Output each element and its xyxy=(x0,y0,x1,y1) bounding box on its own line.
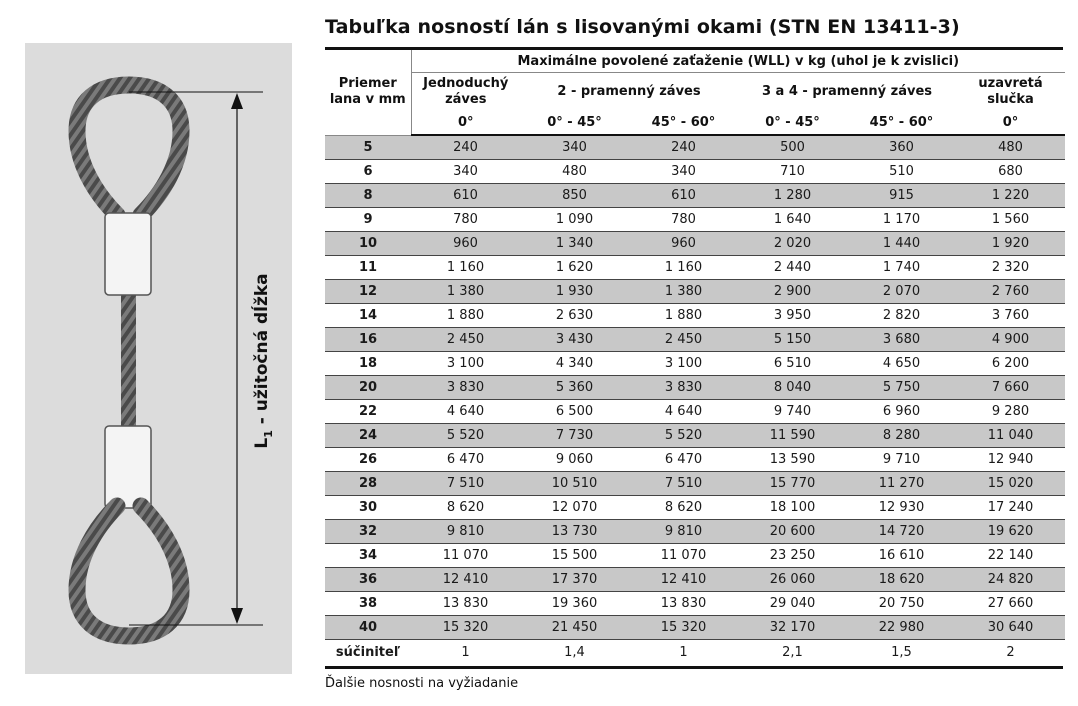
diameter-cell: 8 xyxy=(325,184,411,208)
wll-value-cell: 960 xyxy=(629,232,738,256)
wll-value-cell: 9 810 xyxy=(629,520,738,544)
wll-value-cell: 22 140 xyxy=(956,544,1065,568)
wll-value-cell: 1 880 xyxy=(411,304,520,328)
wll-value-cell: 2 760 xyxy=(956,280,1065,304)
factor-value-cell: 2 xyxy=(956,640,1065,666)
bottom-eye-loop xyxy=(77,506,181,636)
wll-value-cell: 9 740 xyxy=(738,400,847,424)
wll-value-cell: 15 020 xyxy=(956,472,1065,496)
wll-value-cell: 8 620 xyxy=(411,496,520,520)
factor-value-cell: 1,5 xyxy=(847,640,956,666)
table-row xyxy=(325,208,1065,232)
table-row xyxy=(325,184,1065,208)
wll-value-cell: 18 620 xyxy=(847,568,956,592)
wll-value-cell: 32 170 xyxy=(738,616,847,640)
wire-rope-sling-drawing xyxy=(25,43,292,674)
diameter-cell: 22 xyxy=(325,400,411,424)
diameter-cell: 38 xyxy=(325,592,411,616)
group-header-single: Jednoduchý záves xyxy=(423,75,509,107)
diameter-cell: 34 xyxy=(325,544,411,568)
wll-value-cell: 12 930 xyxy=(847,496,956,520)
diameter-cell: 24 xyxy=(325,424,411,448)
wll-value-cell: 21 450 xyxy=(520,616,629,640)
wll-value-cell: 26 060 xyxy=(738,568,847,592)
table-row xyxy=(325,472,1065,496)
wll-value-cell: 610 xyxy=(411,184,520,208)
wll-value-cell: 29 040 xyxy=(738,592,847,616)
table-row xyxy=(325,544,1065,568)
wll-value-cell: 18 100 xyxy=(738,496,847,520)
factor-value-cell: 1 xyxy=(629,640,738,666)
wll-value-cell: 2 450 xyxy=(411,328,520,352)
wll-value-cell: 340 xyxy=(411,160,520,184)
wll-value-cell: 9 060 xyxy=(520,448,629,472)
wll-value-cell: 1 220 xyxy=(956,184,1065,208)
angle-header: 45° - 60° xyxy=(847,110,956,135)
wll-value-cell: 2 820 xyxy=(847,304,956,328)
wll-value-cell: 5 520 xyxy=(629,424,738,448)
top-eye-loop xyxy=(77,85,181,215)
wll-value-cell: 1 640 xyxy=(738,208,847,232)
wll-value-cell: 11 070 xyxy=(629,544,738,568)
wll-value-cell: 360 xyxy=(847,135,956,160)
diameter-cell: 9 xyxy=(325,208,411,232)
wll-value-cell: 11 070 xyxy=(411,544,520,568)
wll-value-cell: 1 440 xyxy=(847,232,956,256)
footnote: Ďalšie nosnosti na vyžiadanie xyxy=(325,676,519,691)
table-row xyxy=(325,280,1065,304)
wll-value-cell: 8 040 xyxy=(738,376,847,400)
diameter-cell: 10 xyxy=(325,232,411,256)
wll-value-cell: 13 730 xyxy=(520,520,629,544)
wll-value-cell: 3 830 xyxy=(629,376,738,400)
wll-value-cell: 17 370 xyxy=(520,568,629,592)
wll-value-cell: 680 xyxy=(956,160,1065,184)
page-title: Tabuľka nosností lán s lisovanými okami (STN EN 13411-3) xyxy=(325,16,960,38)
wll-value-cell: 240 xyxy=(411,135,520,160)
wll-value-cell: 20 600 xyxy=(738,520,847,544)
diameter-cell: 5 xyxy=(325,135,411,160)
wll-value-cell: 3 430 xyxy=(520,328,629,352)
table-row xyxy=(325,352,1065,376)
wll-value-cell: 2 440 xyxy=(738,256,847,280)
table-row xyxy=(325,160,1065,184)
wll-value-cell: 5 150 xyxy=(738,328,847,352)
wll-value-cell: 710 xyxy=(738,160,847,184)
wll-value-cell: 27 660 xyxy=(956,592,1065,616)
group-header-closed-loop: uzavretá slučka xyxy=(978,75,1043,107)
angle-header: 0° - 45° xyxy=(738,110,847,135)
wll-value-cell: 3 760 xyxy=(956,304,1065,328)
wll-header: Maximálne povolené zaťaženie (WLL) v kg (uhol je k zvislici) xyxy=(411,50,1065,73)
wll-value-cell: 20 750 xyxy=(847,592,956,616)
wll-value-cell: 1 090 xyxy=(520,208,629,232)
wll-value-cell: 340 xyxy=(520,135,629,160)
wll-value-cell: 1 560 xyxy=(956,208,1065,232)
table-row xyxy=(325,328,1065,352)
diameter-cell: 16 xyxy=(325,328,411,352)
table-row xyxy=(325,376,1065,400)
load-capacity-table xyxy=(325,47,1063,669)
wll-value-cell: 30 640 xyxy=(956,616,1065,640)
diameter-cell: 40 xyxy=(325,616,411,640)
angle-header: 0° - 45° xyxy=(520,110,629,135)
wll-value-cell: 2 900 xyxy=(738,280,847,304)
wll-value-cell: 11 040 xyxy=(956,424,1065,448)
wll-value-cell: 13 830 xyxy=(629,592,738,616)
wll-value-cell: 1 740 xyxy=(847,256,956,280)
wll-value-cell: 9 280 xyxy=(956,400,1065,424)
group-header-three-four-leg: 3 a 4 - pramenný záves xyxy=(761,83,933,99)
wll-value-cell: 12 070 xyxy=(520,496,629,520)
wll-value-cell: 3 100 xyxy=(629,352,738,376)
upper-sleeve xyxy=(105,213,151,295)
wll-value-cell: 7 510 xyxy=(411,472,520,496)
wll-value-cell: 915 xyxy=(847,184,956,208)
wll-value-cell: 780 xyxy=(629,208,738,232)
factor-label: súčiniteľ xyxy=(325,640,411,666)
wll-value-cell: 1 340 xyxy=(520,232,629,256)
wll-value-cell: 6 200 xyxy=(956,352,1065,376)
wll-value-cell: 1 620 xyxy=(520,256,629,280)
dimension-arrow-bottom xyxy=(231,608,243,624)
table-row xyxy=(325,568,1065,592)
table-row xyxy=(325,232,1065,256)
wll-value-cell: 7 510 xyxy=(629,472,738,496)
table-row xyxy=(325,400,1065,424)
wll-value-cell: 340 xyxy=(629,160,738,184)
wll-value-cell: 6 960 xyxy=(847,400,956,424)
wll-value-cell: 960 xyxy=(411,232,520,256)
wll-value-cell: 4 340 xyxy=(520,352,629,376)
diameter-cell: 20 xyxy=(325,376,411,400)
wll-value-cell: 11 590 xyxy=(738,424,847,448)
wll-value-cell: 2 020 xyxy=(738,232,847,256)
wll-value-cell: 1 380 xyxy=(411,280,520,304)
lower-sleeve xyxy=(105,426,151,508)
factor-value-cell: 2,1 xyxy=(738,640,847,666)
wll-value-cell: 16 610 xyxy=(847,544,956,568)
wll-value-cell: 1 160 xyxy=(411,256,520,280)
table-row xyxy=(325,256,1065,280)
wll-value-cell: 3 680 xyxy=(847,328,956,352)
table-row xyxy=(325,424,1065,448)
wll-value-cell: 480 xyxy=(520,160,629,184)
wll-value-cell: 23 250 xyxy=(738,544,847,568)
table-row xyxy=(325,592,1065,616)
diameter-cell: 12 xyxy=(325,280,411,304)
factor-value-cell: 1,4 xyxy=(520,640,629,666)
table-row xyxy=(325,616,1065,640)
wll-value-cell: 4 900 xyxy=(956,328,1065,352)
table-row xyxy=(325,496,1065,520)
wll-value-cell: 6 470 xyxy=(629,448,738,472)
angle-header: 0° xyxy=(411,110,520,135)
diameter-cell: 28 xyxy=(325,472,411,496)
wll-value-cell: 12 410 xyxy=(629,568,738,592)
diameter-cell: 18 xyxy=(325,352,411,376)
wll-value-cell: 1 280 xyxy=(738,184,847,208)
wll-value-cell: 10 510 xyxy=(520,472,629,496)
table-bottom-rule xyxy=(325,666,1063,669)
wll-value-cell: 15 500 xyxy=(520,544,629,568)
rope-body xyxy=(121,291,136,431)
wll-value-cell: 2 070 xyxy=(847,280,956,304)
wll-value-cell: 5 520 xyxy=(411,424,520,448)
wll-value-cell: 8 280 xyxy=(847,424,956,448)
wll-value-cell: 15 770 xyxy=(738,472,847,496)
wll-value-cell: 9 710 xyxy=(847,448,956,472)
table-row xyxy=(325,135,1065,160)
wll-value-cell: 12 410 xyxy=(411,568,520,592)
group-header-two-leg: 2 - pramenný záves xyxy=(557,83,701,99)
wll-value-cell: 7 730 xyxy=(520,424,629,448)
wll-value-cell: 15 320 xyxy=(629,616,738,640)
factor-row xyxy=(325,640,1065,666)
wll-value-cell: 1 880 xyxy=(629,304,738,328)
diameter-cell: 11 xyxy=(325,256,411,280)
wll-value-cell: 510 xyxy=(847,160,956,184)
angle-header: 0° xyxy=(956,110,1065,135)
dimension-arrow-top xyxy=(231,93,243,109)
wll-value-cell: 850 xyxy=(520,184,629,208)
table-row xyxy=(325,304,1065,328)
length-label: $L_1$ - užitočná dĺžka xyxy=(252,273,275,449)
table-row xyxy=(325,520,1065,544)
wll-value-cell: 480 xyxy=(956,135,1065,160)
wll-value-cell: 24 820 xyxy=(956,568,1065,592)
wll-value-cell: 2 450 xyxy=(629,328,738,352)
wll-value-cell: 19 620 xyxy=(956,520,1065,544)
wll-value-cell: 1 920 xyxy=(956,232,1065,256)
wll-value-cell: 7 660 xyxy=(956,376,1065,400)
wll-value-cell: 15 320 xyxy=(411,616,520,640)
wll-value-cell: 8 620 xyxy=(629,496,738,520)
diameter-cell: 6 xyxy=(325,160,411,184)
diameter-header: Priemer lana v mm xyxy=(325,50,411,135)
wll-value-cell: 500 xyxy=(738,135,847,160)
diameter-cell: 26 xyxy=(325,448,411,472)
wll-value-cell: 240 xyxy=(629,135,738,160)
table-body xyxy=(325,135,1065,665)
factor-value-cell: 1 xyxy=(411,640,520,666)
wll-value-cell: 3 950 xyxy=(738,304,847,328)
wll-value-cell: 11 270 xyxy=(847,472,956,496)
diameter-cell: 36 xyxy=(325,568,411,592)
wll-value-cell: 6 500 xyxy=(520,400,629,424)
wll-value-cell: 5 750 xyxy=(847,376,956,400)
wll-value-cell: 4 640 xyxy=(629,400,738,424)
wll-value-cell: 6 470 xyxy=(411,448,520,472)
wll-value-cell: 6 510 xyxy=(738,352,847,376)
wll-value-cell: 9 810 xyxy=(411,520,520,544)
angle-header: 45° - 60° xyxy=(629,110,738,135)
wll-value-cell: 13 590 xyxy=(738,448,847,472)
table-row xyxy=(325,448,1065,472)
diameter-cell: 30 xyxy=(325,496,411,520)
wll-value-cell: 5 360 xyxy=(520,376,629,400)
rope-illustration-panel xyxy=(25,43,292,674)
wll-value-cell: 12 940 xyxy=(956,448,1065,472)
diameter-cell: 32 xyxy=(325,520,411,544)
wll-value-cell: 2 630 xyxy=(520,304,629,328)
wll-value-cell: 17 240 xyxy=(956,496,1065,520)
wll-value-cell: 1 930 xyxy=(520,280,629,304)
diameter-cell: 14 xyxy=(325,304,411,328)
wll-value-cell: 4 650 xyxy=(847,352,956,376)
wll-value-cell: 3 100 xyxy=(411,352,520,376)
wll-value-cell: 19 360 xyxy=(520,592,629,616)
wll-value-cell: 1 170 xyxy=(847,208,956,232)
wll-value-cell: 1 380 xyxy=(629,280,738,304)
wll-value-cell: 1 160 xyxy=(629,256,738,280)
wll-value-cell: 610 xyxy=(629,184,738,208)
wll-value-cell: 4 640 xyxy=(411,400,520,424)
wll-value-cell: 2 320 xyxy=(956,256,1065,280)
wll-value-cell: 780 xyxy=(411,208,520,232)
wll-value-cell: 22 980 xyxy=(847,616,956,640)
wll-value-cell: 14 720 xyxy=(847,520,956,544)
wll-value-cell: 3 830 xyxy=(411,376,520,400)
wll-value-cell: 13 830 xyxy=(411,592,520,616)
